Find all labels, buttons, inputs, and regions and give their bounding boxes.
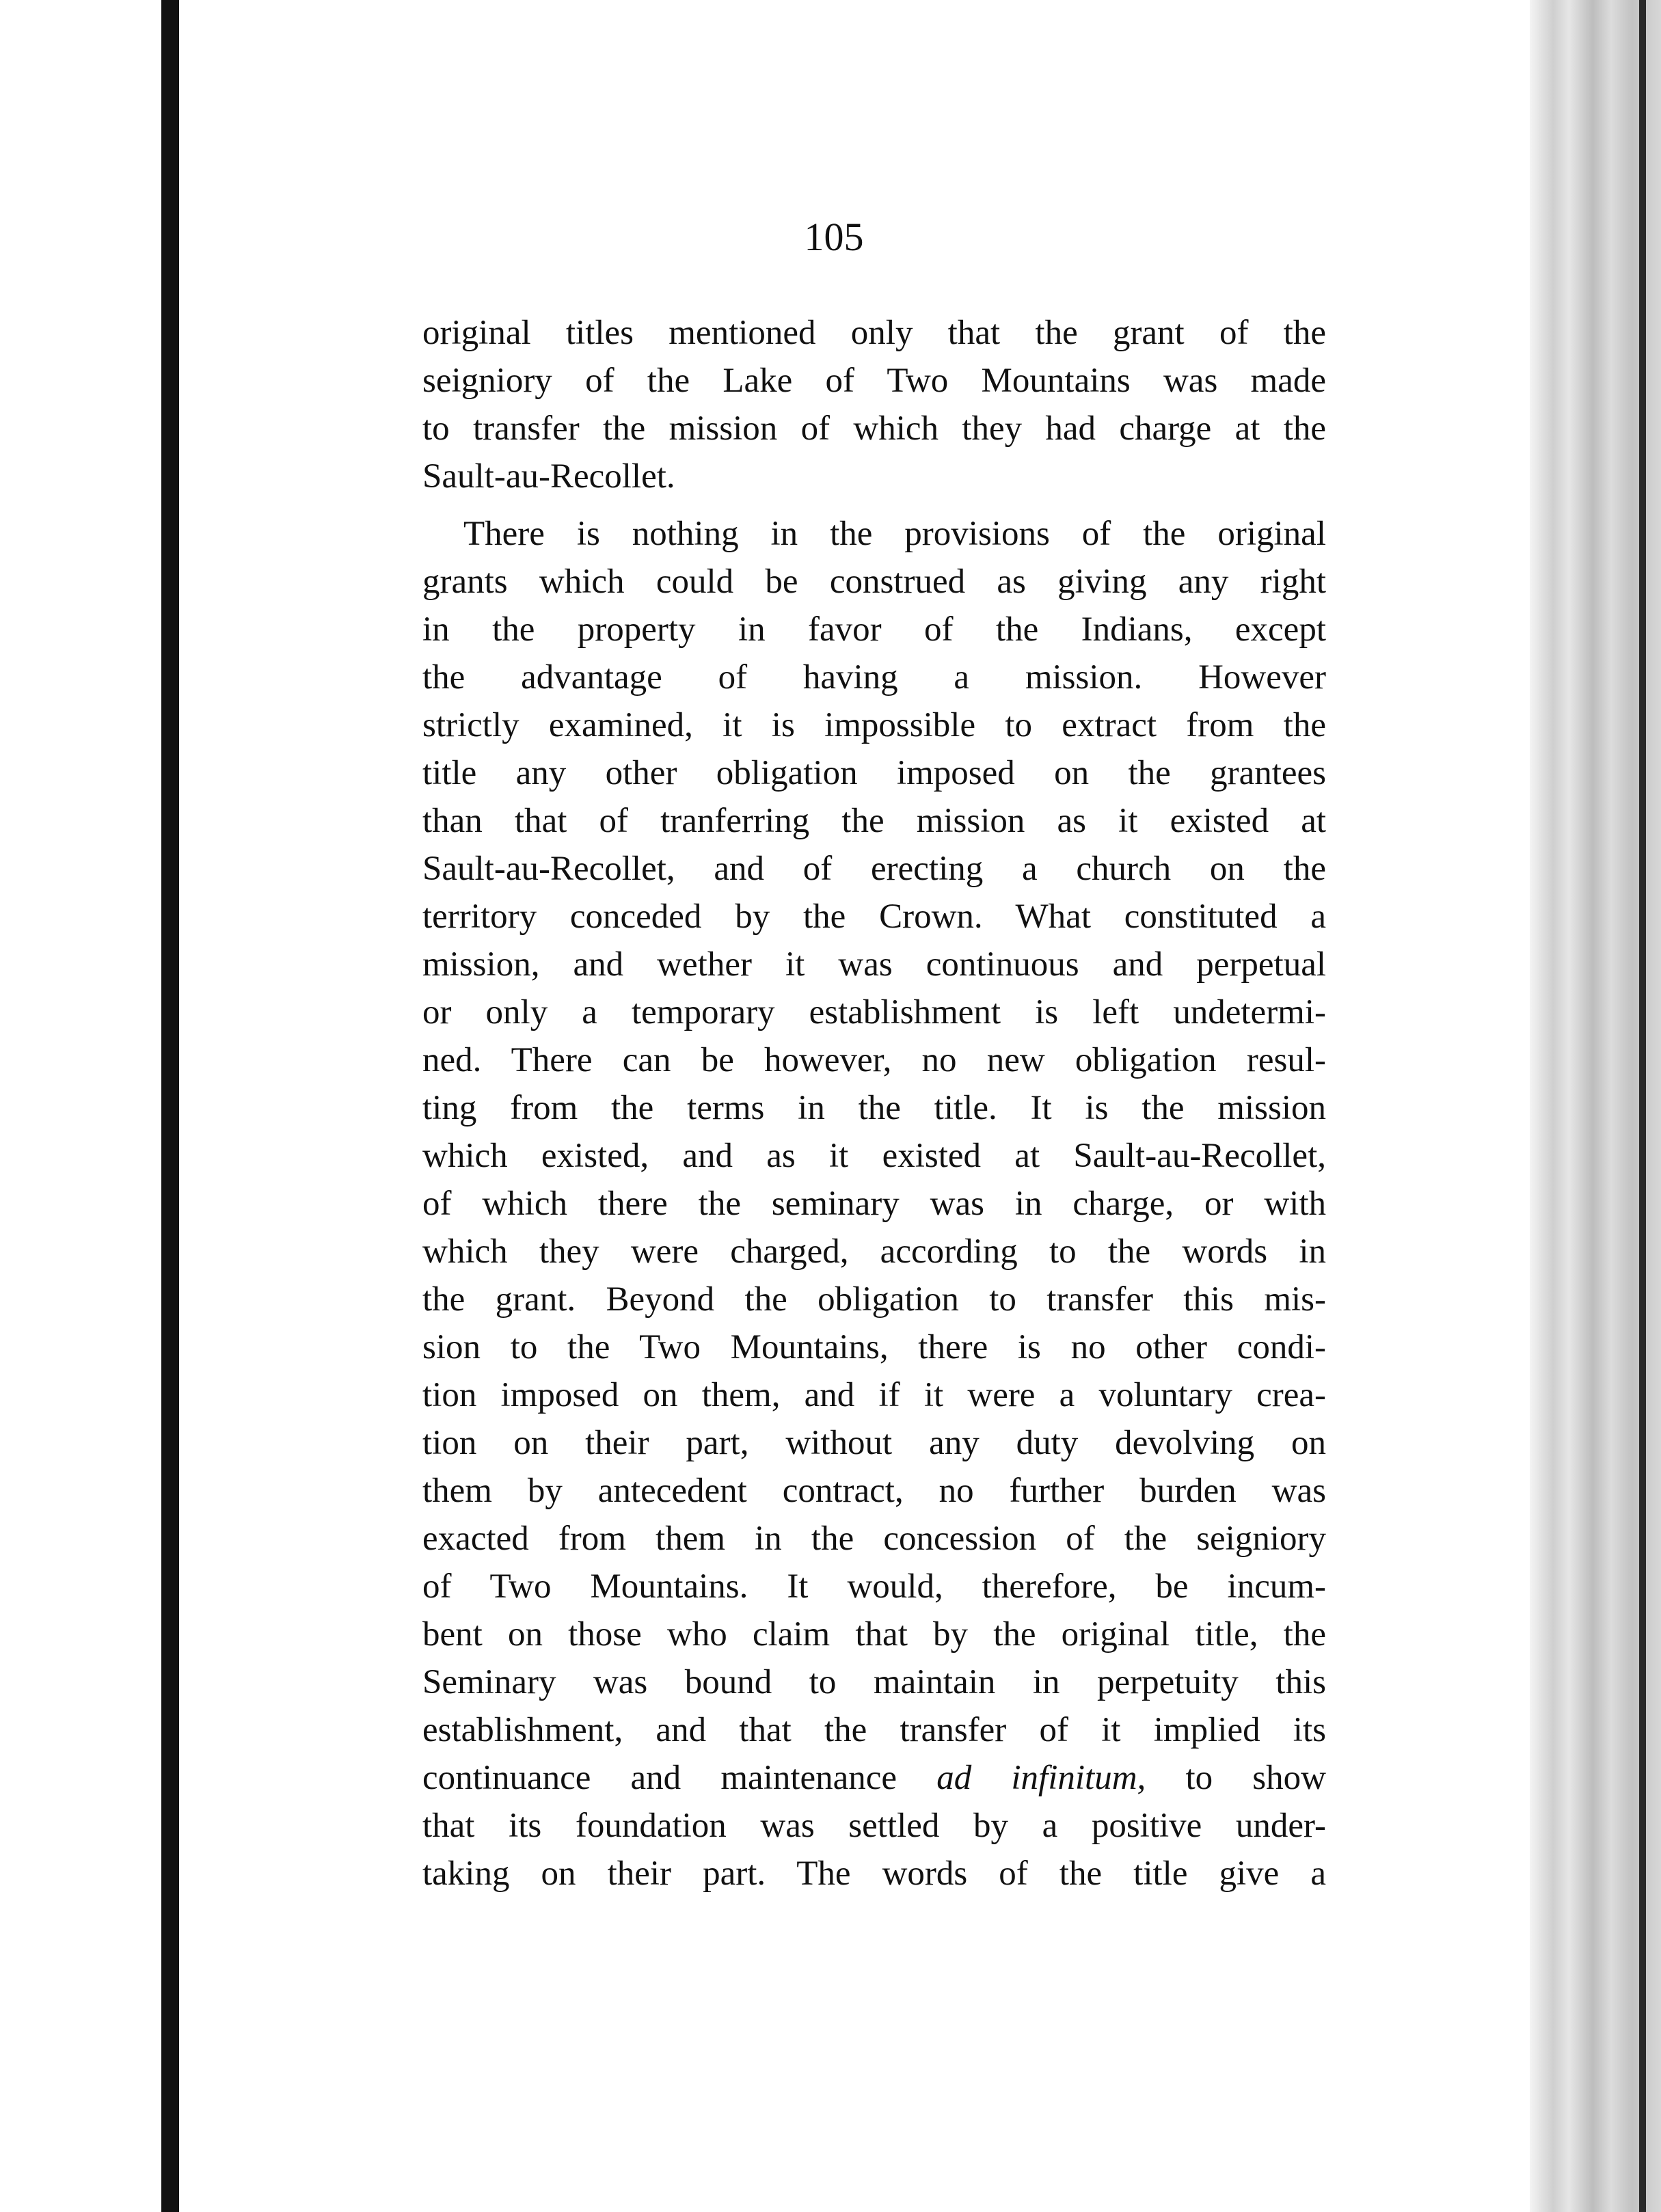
text-line: sion to the Two Mountains, there is no other condi- (422, 1328, 1326, 1366)
text-line: in the property in favor of the Indians, except (422, 610, 1326, 649)
text-line: grants which could be construed as giving any right (422, 563, 1326, 601)
book-spine-shadow (161, 0, 179, 2212)
text-line: Seminary was bound to maintain in perpetuity this (422, 1663, 1326, 1701)
text-line: which existed, and as it existed at Sault-au-Recollet, (422, 1137, 1326, 1175)
paragraph-2 (422, 510, 1326, 1898)
text-line: ned. There can be however, no new obligation resul- (422, 1041, 1326, 1079)
body-text (422, 309, 1326, 1898)
text-line: bent on those who claim that by the original title, the (422, 1615, 1326, 1654)
text-line: original titles mentioned only that the grant of the (422, 314, 1326, 352)
text-line: the advantage of having a mission. However (422, 658, 1326, 697)
text-line: mission, and wether it was continuous and perpetual (422, 945, 1326, 984)
page-edge-line (1639, 0, 1646, 2212)
italic-phrase: ad infinitum, (936, 1759, 1146, 1797)
text-line: tion on their part, without any duty devolving on (422, 1424, 1326, 1462)
text-line-with-italic (422, 1754, 1326, 1802)
text-line: Sault-au-Recollet, and of erecting a church on the (422, 850, 1326, 888)
text-line: that its foundation was settled by a positive under- (422, 1807, 1326, 1845)
text-line: Sault-au-Recollet. (422, 457, 675, 496)
text-segment: continuance and maintenance (422, 1759, 937, 1797)
text-line: strictly examined, it is impossible to extract from the (422, 706, 1326, 744)
text-line: or only a temporary establishment is left undetermi- (422, 993, 1326, 1031)
text-line: of Two Mountains. It would, therefore, be incum- (422, 1567, 1326, 1606)
text-line: to transfer the mission of which they had charge at the (422, 409, 1326, 448)
text-line: territory conceded by the Crown. What constituted a (422, 898, 1326, 936)
text-line: seigniory of the Lake of Two Mountains was made (422, 362, 1326, 400)
text-line: establishment, and that the transfer of it implied its (422, 1711, 1326, 1749)
text-line: them by antecedent contract, no further burden was (422, 1472, 1326, 1510)
page-number: 105 (804, 215, 864, 259)
text-line: taking on their part. The words of the title give a (422, 1854, 1326, 1893)
paragraph-1 (422, 309, 1326, 500)
text-line: ting from the terms in the title. It is the mission (422, 1089, 1326, 1127)
text-line: title any other obligation imposed on the grantees (422, 754, 1326, 792)
text-line: tion imposed on them, and if it were a voluntary crea- (422, 1376, 1326, 1414)
text-segment: to show (1146, 1759, 1326, 1797)
text-line: There is nothing in the provisions of the original (463, 515, 1326, 553)
text-line: exacted from them in the concession of the seigniory (422, 1520, 1326, 1558)
text-line: of which there the seminary was in charge, or with (422, 1185, 1326, 1223)
text-line: the grant. Beyond the obligation to transfer this mis- (422, 1280, 1326, 1319)
text-line: which they were charged, according to the words in (422, 1232, 1326, 1271)
text-line: than that of tranferring the mission as it existed at (422, 802, 1326, 840)
